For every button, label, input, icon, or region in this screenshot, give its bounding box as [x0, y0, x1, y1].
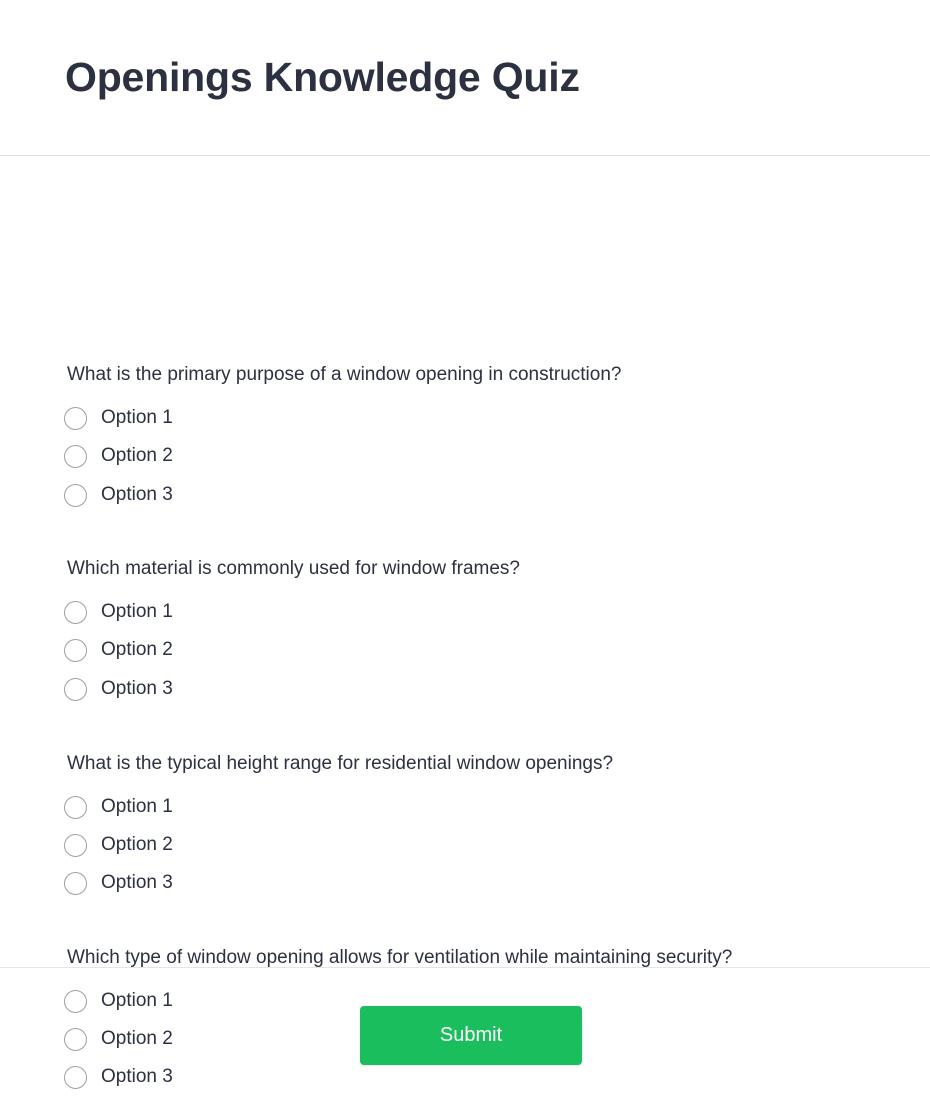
question-text: What is the primary purpose of a window opening in construction?: [67, 364, 622, 385]
option-label: Option 2: [101, 1028, 173, 1049]
radio-button[interactable]: [64, 678, 87, 701]
question-1-option-3[interactable]: [64, 482, 173, 508]
question-text: What is the typical height range for residential window openings?: [67, 753, 614, 774]
option-label: Option 1: [101, 796, 173, 817]
option-label: Option 2: [101, 834, 173, 855]
option-label: Option 1: [101, 990, 173, 1011]
radio-button[interactable]: [64, 834, 87, 857]
option-label: Option 3: [101, 484, 173, 505]
question-text: Which type of window opening allows for ventilation while maintaining security?: [67, 947, 733, 968]
radio-button[interactable]: [64, 796, 87, 819]
quiz-footer: [0, 968, 930, 1115]
question-2-option-3[interactable]: [64, 676, 173, 702]
question-1-option-2[interactable]: [64, 443, 173, 469]
question-2-option-2[interactable]: [64, 637, 173, 663]
radio-button[interactable]: [64, 407, 87, 430]
question-text: Which material is commonly used for window frames?: [67, 558, 520, 579]
page-title: Openings Knowledge Quiz: [65, 54, 580, 100]
option-label: Option 2: [101, 445, 173, 466]
option-label: Option 2: [101, 639, 173, 660]
radio-button[interactable]: [64, 445, 87, 468]
radio-button[interactable]: [64, 601, 87, 624]
question-1-option-1[interactable]: [64, 405, 173, 431]
quiz-header: [0, 0, 930, 156]
submit-button[interactable]: Submit: [360, 1006, 582, 1065]
option-label: Option 3: [101, 678, 173, 699]
question-3-option-1[interactable]: [64, 794, 173, 820]
radio-button[interactable]: [64, 639, 87, 662]
radio-button[interactable]: [64, 484, 87, 507]
question-3-option-2[interactable]: [64, 832, 173, 858]
option-label: Option 3: [101, 1066, 173, 1087]
option-label: Option 3: [101, 872, 173, 893]
question-3-option-3[interactable]: [64, 870, 173, 896]
radio-button[interactable]: [64, 872, 87, 895]
option-label: Option 1: [101, 407, 173, 428]
option-label: Option 1: [101, 601, 173, 622]
question-2-option-1[interactable]: [64, 599, 173, 625]
